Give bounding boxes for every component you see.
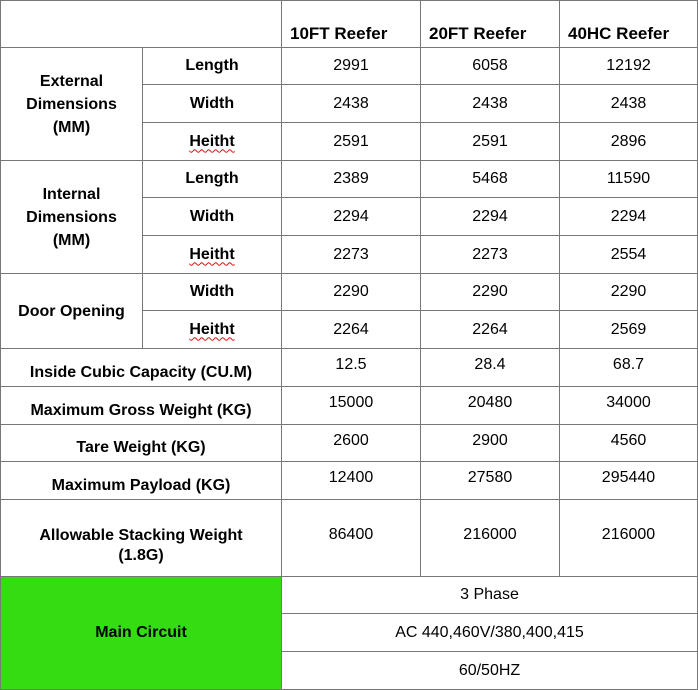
header-20ft: 20FT Reefer [421, 1, 560, 48]
external-label-line: (MM) [52, 118, 91, 136]
door-height-label-text: Heitht [189, 320, 235, 338]
payload-label: Maximum Payload (KG) [1, 462, 282, 500]
external-width-40hc: 2438 [560, 85, 698, 123]
stacking-label-line: (1.8G) [118, 546, 164, 564]
internal-length-10ft: 2389 [282, 161, 421, 198]
external-length-label: Length [143, 48, 282, 85]
table-row [1, 577, 698, 614]
internal-length-label: Length [143, 161, 282, 198]
table-row [1, 349, 698, 387]
external-label-line: Dimensions [26, 95, 117, 113]
internal-length-40hc: 11590 [560, 161, 698, 198]
payload-20ft: 27580 [421, 462, 560, 500]
external-height-label [143, 123, 282, 161]
capacity-20ft: 28.4 [421, 349, 560, 387]
tare-weight-label: Tare Weight (KG) [1, 425, 282, 462]
external-length-40hc: 12192 [560, 48, 698, 85]
header-10ft: 10FT Reefer [282, 1, 421, 48]
external-width-label: Width [143, 85, 282, 123]
internal-label-line: Internal [42, 185, 101, 203]
door-height-40hc: 2569 [560, 311, 698, 349]
table-row [1, 387, 698, 425]
door-height-label [143, 311, 282, 349]
external-dimensions-label [1, 48, 143, 161]
external-length-20ft: 6058 [421, 48, 560, 85]
stacking-weight-10ft: 86400 [282, 500, 421, 577]
table-row [1, 274, 698, 311]
door-height-10ft: 2264 [282, 311, 421, 349]
table-row [1, 48, 698, 85]
capacity-10ft: 12.5 [282, 349, 421, 387]
internal-height-20ft: 2273 [421, 236, 560, 274]
capacity-label: Inside Cubic Capacity (CU.M) [1, 349, 282, 387]
stacking-weight-40hc: 216000 [560, 500, 698, 577]
main-circuit-label: Main Circuit [1, 577, 282, 690]
gross-weight-40hc: 34000 [560, 387, 698, 425]
internal-length-20ft: 5468 [421, 161, 560, 198]
door-width-label: Width [143, 274, 282, 311]
tare-weight-40hc: 4560 [560, 425, 698, 462]
door-width-40hc: 2290 [560, 274, 698, 311]
table-row [1, 161, 698, 198]
circuit-frequency: 60/50HZ [282, 652, 698, 690]
internal-height-label-text: Heitht [189, 245, 235, 263]
header-row [1, 1, 698, 48]
external-width-20ft: 2438 [421, 85, 560, 123]
internal-label-line: (MM) [52, 231, 91, 249]
external-width-10ft: 2438 [282, 85, 421, 123]
door-opening-label: Door Opening [1, 274, 143, 349]
circuit-voltage: AC 440,460V/380,400,415 [282, 614, 698, 652]
header-empty-cell [1, 1, 282, 48]
gross-weight-10ft: 15000 [282, 387, 421, 425]
external-height-10ft: 2591 [282, 123, 421, 161]
internal-width-10ft: 2294 [282, 198, 421, 236]
external-length-10ft: 2991 [282, 48, 421, 85]
capacity-40hc: 68.7 [560, 349, 698, 387]
internal-height-40hc: 2554 [560, 236, 698, 274]
stacking-weight-20ft: 216000 [421, 500, 560, 577]
tare-weight-20ft: 2900 [421, 425, 560, 462]
door-width-10ft: 2290 [282, 274, 421, 311]
internal-height-label [143, 236, 282, 274]
table-row [1, 425, 698, 462]
internal-width-20ft: 2294 [421, 198, 560, 236]
table-row [1, 500, 698, 577]
internal-height-10ft: 2273 [282, 236, 421, 274]
internal-label-line: Dimensions [26, 208, 117, 226]
stacking-weight-label [1, 500, 282, 577]
door-height-20ft: 2264 [421, 311, 560, 349]
table-row [1, 462, 698, 500]
internal-width-label: Width [143, 198, 282, 236]
internal-width-40hc: 2294 [560, 198, 698, 236]
gross-weight-20ft: 20480 [421, 387, 560, 425]
stacking-label-line: Allowable Stacking Weight [39, 526, 243, 544]
gross-weight-label: Maximum Gross Weight (KG) [1, 387, 282, 425]
payload-40hc: 295440 [560, 462, 698, 500]
external-height-20ft: 2591 [421, 123, 560, 161]
internal-dimensions-label [1, 161, 143, 274]
circuit-phase: 3 Phase [282, 577, 698, 614]
external-height-label-text: Heitht [189, 132, 235, 150]
tare-weight-10ft: 2600 [282, 425, 421, 462]
external-height-40hc: 2896 [560, 123, 698, 161]
door-width-20ft: 2290 [421, 274, 560, 311]
payload-10ft: 12400 [282, 462, 421, 500]
external-label-line: External [39, 72, 104, 90]
header-40hc: 40HC Reefer [560, 1, 698, 48]
